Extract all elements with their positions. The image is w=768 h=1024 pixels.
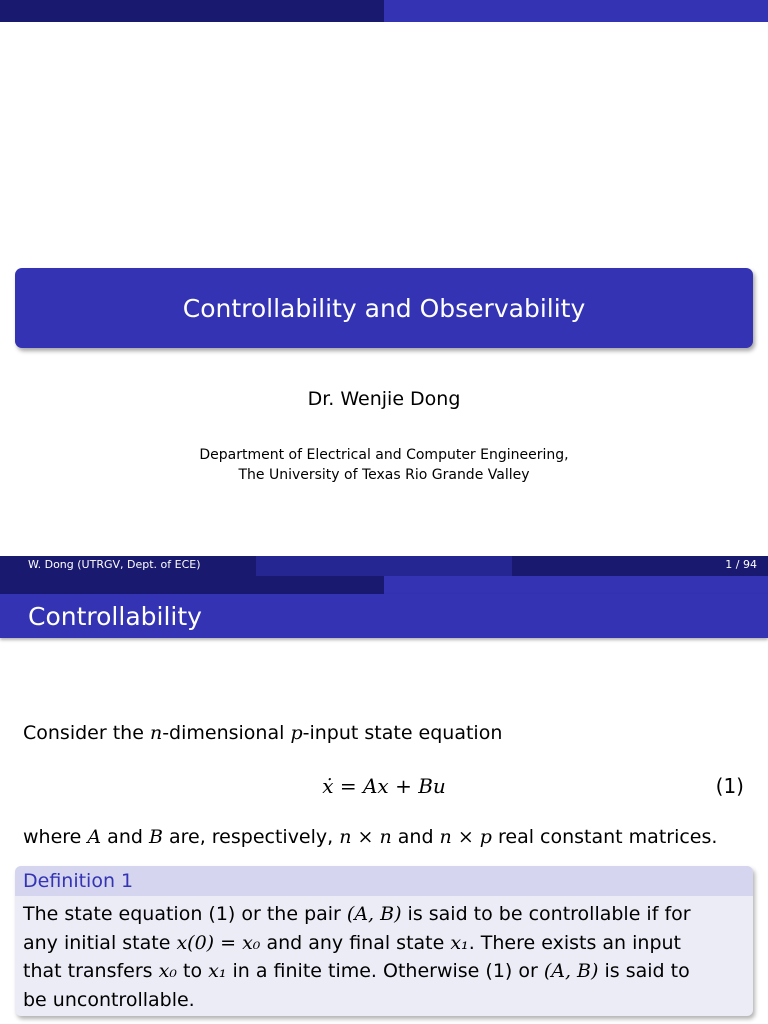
- math-x1: x₁: [450, 931, 469, 954]
- math-B: B: [148, 826, 163, 848]
- title-box: [15, 268, 753, 348]
- where-text-4: and: [391, 826, 440, 848]
- math-n: n: [149, 722, 163, 744]
- institute-line-2: The University of Texas Rio Grande Valley: [238, 467, 530, 483]
- definition-line-3: [23, 957, 747, 986]
- math-n-by-p: n × p: [439, 826, 492, 848]
- math-pair-AB: (A, B): [543, 960, 599, 982]
- equation-number: (1): [715, 774, 744, 798]
- math-A: A: [87, 826, 102, 848]
- def-text: that transfers: [23, 960, 159, 982]
- math-Bu: Bu: [418, 774, 446, 798]
- header-bar-right: [384, 0, 768, 22]
- where-text-2: and: [101, 826, 149, 848]
- math-xdot: ẋ: [322, 774, 334, 798]
- footer-author: W. Dong (UTRGV, Dept. of ECE): [28, 558, 201, 571]
- definition-title: Definition 1: [23, 870, 134, 892]
- controllability-slide: [0, 576, 768, 1024]
- def-text: is said to: [598, 960, 690, 982]
- equation-body: [0, 774, 768, 798]
- intro-sentence: [23, 722, 502, 744]
- frame-title-bar: [0, 594, 768, 638]
- def-text: in a finite time. Otherwise (1) or: [226, 960, 544, 982]
- definition-header: [15, 866, 753, 896]
- def-text: to: [176, 960, 209, 982]
- where-text-1: where: [23, 826, 88, 848]
- math-plus: +: [388, 774, 419, 798]
- math-n-by-n: n × n: [339, 826, 392, 848]
- institute-line-1: Department of Electrical and Computer Engineering,: [199, 447, 569, 463]
- definition-body: [23, 900, 747, 1014]
- footer-page-number: 1 / 94: [725, 558, 757, 571]
- intro-text-3: -input state equation: [302, 722, 503, 744]
- math-initial-state: x(0) = x₀: [176, 931, 261, 954]
- footer-bar: [0, 556, 768, 576]
- header-bar-right: [384, 576, 768, 594]
- where-sentence: [23, 826, 717, 848]
- header-bar-left: [0, 0, 384, 22]
- def-text: The state equation (1) or the pair: [23, 903, 347, 925]
- math-p: p: [290, 722, 303, 744]
- def-text: is said to be controllable if for: [401, 903, 691, 925]
- where-text-3: are, respectively,: [162, 826, 340, 848]
- math-Ax: Ax: [362, 774, 389, 798]
- def-text: . There exists an input: [468, 931, 681, 954]
- header-bar-left: [0, 576, 384, 594]
- institute: [0, 445, 768, 485]
- footer-middle-segment: [256, 556, 512, 576]
- intro-text-1: Consider the: [23, 722, 150, 744]
- def-text: and any final state: [260, 931, 451, 954]
- definition-line-4: be uncontrollable.: [23, 988, 195, 1011]
- definition-block: [15, 866, 753, 1016]
- definition-line-1: [23, 900, 747, 929]
- definition-line-2: [23, 929, 747, 958]
- math-equals: =: [333, 774, 363, 798]
- math-x0: x₀: [158, 960, 177, 982]
- where-text-5: real constant matrices.: [491, 826, 718, 848]
- intro-text-2: -dimensional: [162, 722, 291, 744]
- math-x1: x₁: [208, 960, 227, 982]
- math-pair-AB: (A, B): [346, 903, 402, 925]
- presentation-title: Controllability and Observability: [182, 293, 586, 323]
- author-name: Dr. Wenjie Dong: [307, 388, 461, 410]
- def-text: any initial state: [23, 931, 177, 954]
- frame-title: Controllability: [28, 602, 202, 631]
